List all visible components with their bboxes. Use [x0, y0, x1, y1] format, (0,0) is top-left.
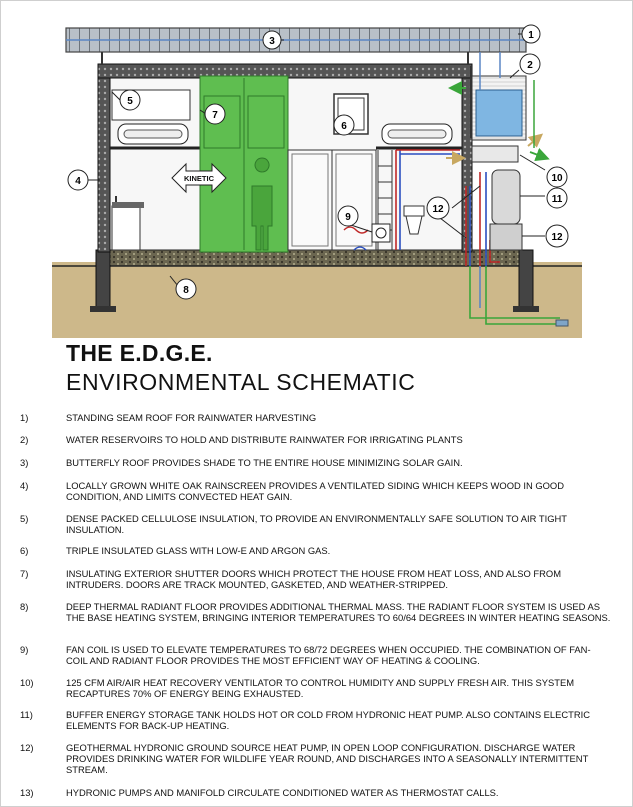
- environmental-schematic-drawing: [0, 0, 633, 340]
- page-title: THE E.D.G.E.: [66, 340, 213, 366]
- note-text: TRIPLE INSULATED GLASS WITH LOW-E AND ARGON GAS.: [66, 545, 331, 556]
- note-text: BUTTERFLY ROOF PROVIDES SHADE TO THE ENTIRE HOUSE MINIMIZING SOLAR GAIN.: [66, 457, 463, 468]
- note-number: 3): [20, 457, 29, 468]
- note-number: 7): [20, 568, 29, 579]
- foundation-left: [96, 250, 110, 310]
- radiant-floor-slab: [110, 250, 520, 266]
- note-number: 8): [20, 601, 29, 612]
- note-text: 125 CFM AIR/AIR HEAT RECOVERY VENTILATOR TO CONTROL HUMIDITY AND SUPPLY FRESH AIR. THIS SYSTEM RECAPTURES 70% OF ENERGY BEING EXHAUSTED.: [66, 677, 575, 699]
- kitchen-counter: [112, 206, 140, 250]
- callout-10: [547, 167, 567, 187]
- callout-9: [338, 206, 358, 226]
- callout-8: [176, 279, 196, 299]
- svg-text:7: 7: [212, 110, 218, 121]
- callout-7: [205, 104, 225, 124]
- note-text: HYDRONIC PUMPS AND MANIFOLD CIRCULATE CONDITIONED WATER AS THERMOSTAT CALLS.: [66, 787, 499, 798]
- heat-recovery-ventilator: [472, 146, 518, 162]
- svg-text:10: 10: [551, 173, 563, 184]
- callout-3: [263, 31, 281, 49]
- note-number: 11): [20, 709, 33, 720]
- svg-text:6: 6: [341, 121, 347, 132]
- note-text: FAN COIL IS USED TO ELEVATE TEMPERATURES TO 68/72 DEGREES WHEN OCCUPIED. THE COMBINATION OF FAN-COIL AND RADIANT FLOOR PROVIDES THE MOST EFFICIENT WAY OF HEATING & COOLING.: [66, 644, 591, 666]
- callout-5: [120, 90, 140, 110]
- svg-text:11: 11: [551, 194, 563, 205]
- note-text: DENSE PACKED CELLULOSE INSULATION, TO PROVIDE AN ENVIRONMENTALLY SAFE SOLUTION TO AIR TIGHT INSULATION.: [66, 513, 567, 535]
- svg-text:2: 2: [527, 60, 533, 71]
- callout-11: [547, 188, 567, 208]
- callout-12b: [546, 225, 568, 247]
- note-text: STANDING SEAM ROOF FOR RAINWATER HARVESTING: [66, 412, 317, 423]
- callout-4: [68, 170, 88, 190]
- svg-text:12: 12: [551, 232, 563, 243]
- buffer-storage-tank: [492, 170, 520, 224]
- page-subtitle: ENVIRONMENTAL SCHEMATIC: [66, 369, 416, 395]
- toilet: [404, 206, 424, 216]
- note-number: 2): [20, 434, 29, 445]
- note-text: GEOTHERMAL HYDRONIC GROUND SOURCE HEAT PUMP, IN OPEN LOOP CONFIGURATION. DISCHARGE WATER PROVIDES DRINKING WATER FOR WILDLIFE YEAR ROUND, AND DISCHARGES INTO A SEASONALLY INTERMITTENT STREAM.: [66, 742, 589, 775]
- note-number: 5): [20, 513, 29, 524]
- svg-text:5: 5: [127, 96, 133, 107]
- foundation-right: [519, 250, 533, 310]
- note-text: WATER RESERVOIRS TO HOLD AND DISTRIBUTE RAINWATER FOR IRRIGATING PLANTS: [66, 434, 463, 445]
- water-reservoir: [476, 90, 522, 136]
- svg-text:8: 8: [183, 285, 189, 296]
- svg-text:KINETIC: KINETIC: [184, 174, 214, 183]
- heat-pump: [490, 224, 522, 250]
- note-text: LOCALLY GROWN WHITE OAK RAINSCREEN PROVIDES A VENTILATED SIDING WHICH KEEPS WOOD IN GOOD CONDITION, AND LIMITS CONVECTED HEAT GAIN.: [66, 480, 564, 502]
- fan-coil: [372, 224, 390, 242]
- note-number: 12): [20, 742, 34, 753]
- callout-12a: [427, 197, 449, 219]
- note-number: 1): [20, 412, 29, 423]
- ground-soil: [52, 262, 582, 338]
- left-wall-insulation: [98, 66, 110, 252]
- callout-6: [334, 115, 354, 135]
- note-number: 10): [20, 677, 34, 688]
- svg-text:1: 1: [528, 30, 534, 41]
- callout-2: [520, 54, 540, 74]
- svg-text:4: 4: [75, 176, 81, 187]
- note-text: BUFFER ENERGY STORAGE TANK HOLDS HOT OR COLD FROM HYDRONIC HEAT PUMP. ALSO CONTAINS ELECTRIC ELEMENTS FOR BACK-UP HEATING.: [66, 709, 591, 731]
- note-text: INSULATING EXTERIOR SHUTTER DOORS WHICH PROTECT THE HOUSE FROM HEAT LOSS, AND ALSO FROM INTRUDERS. DOORS ARE TRACK MOUNTED, GASKETED, AND WEATHER-STRIPPED.: [66, 568, 562, 590]
- note-number: 13): [20, 787, 34, 798]
- callout-1: [522, 25, 540, 43]
- note-number: 4): [20, 480, 29, 491]
- note-number: 9): [20, 644, 29, 655]
- note-text: DEEP THERMAL RADIANT FLOOR PROVIDES ADDITIONAL THERMAL MASS. THE RADIANT FLOOR SYSTEM IS USED AS THE BASE HEATING SYSTEM, BRINGING INTERIOR TEMPERATURES TO 60/64 DEGREES IN WINTER HEATING SEASONS.: [66, 601, 611, 623]
- note-number: 6): [20, 545, 29, 556]
- svg-text:9: 9: [345, 212, 351, 223]
- svg-text:12: 12: [432, 204, 444, 215]
- svg-text:3: 3: [269, 36, 275, 47]
